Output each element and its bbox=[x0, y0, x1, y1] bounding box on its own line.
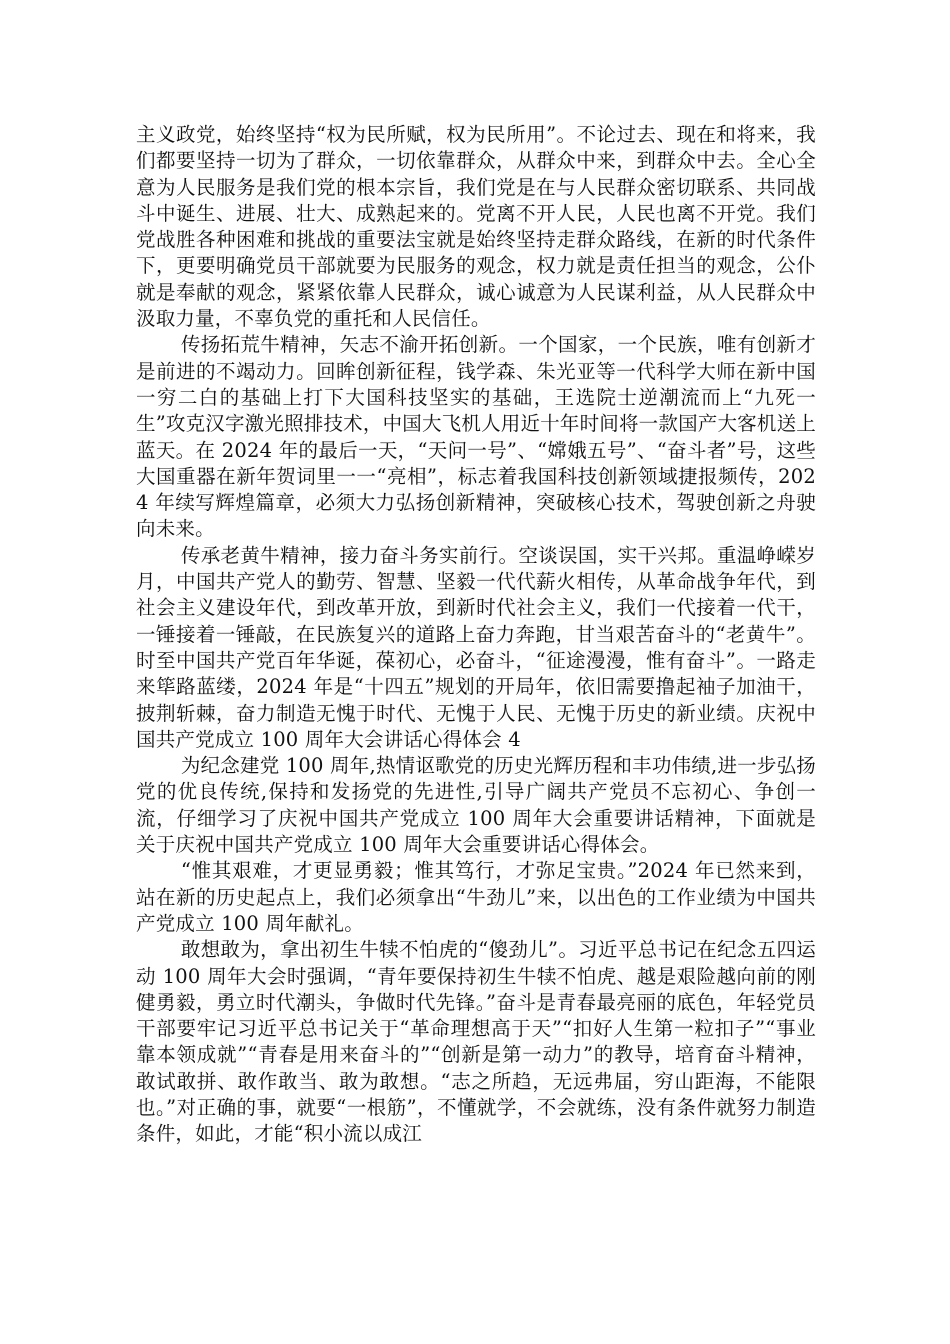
document-page bbox=[136, 122, 816, 1148]
paragraph-2: 传扬拓荒牛精神，矢志不渝开拓创新。一个国家，一个民族，唯有创新才是前进的不竭动力。回眸创新征程，钱学森、朱光亚等一代科学大师在新中国一穷二白的基础上打下大国科技坚实的基础，王选院士逆潮流而上“九死一生”攻克汉字激光照排技术，中国大飞机人用近十年时间将一款国产大客机送上蓝天。在 2024 年的最后一天，“天问一号”、“嫦娥五号”、“奋斗者”号，这些大国重器在新年贺词里一一“亮相”，标志着我国科技创新领域捷报频传，2024 年续写辉煌篇章，必须大力弘扬创新精神，突破核心技术，驾驶创新之舟驶向未来。 bbox=[136, 333, 816, 541]
paragraph-6: 敢想敢为，拿出初生牛犊不怕虎的“傻劲儿”。习近平总书记在纪念五四运动 100 周年大会时强调，“青年要保持初生牛犊不怕虎、越是艰险越向前的刚健勇毅，勇立时代潮头，争做时代先锋。”奋斗是青春最亮丽的底色，年轻党员干部要牢记习近平总书记关于“革命理想高于天”“扣好人生第一粒扣子”“事业靠本领成就”“青春是用来奋斗的”“创新是第一动力”的教导，培育奋斗精神，敢试敢拼、敢作敢当、敢为敢想。“志之所趋，无远弗届，穷山距海，不能限也。”对正确的事，就要“一根筋”，不懂就学，不会就练，没有条件就努力制造条件，如此，才能“积小流以成江 bbox=[136, 938, 816, 1146]
paragraph-4: 为纪念建党 100 周年,热情讴歌党的历史光辉历程和丰功伟绩,进一步弘扬党的优良传统,保持和发扬党的先进性,引导广阔共产党员不忘初心、争创一流，仔细学习了庆祝中国共产党成立 100 周年大会重要讲话精神，下面就是关于庆祝中国共产党成立 100 周年大会重要讲话心得体会。 bbox=[136, 754, 816, 857]
paragraph-1: 主义政党，始终坚持“权为民所赋，权为民所用”。不论过去、现在和将来，我们都要坚持一切为了群众，一切依靠群众，从群众中来，到群众中去。全心全意为人民服务是我们党的根本宗旨，我们党是在与人民群众密切联系、共同战斗中诞生、进展、壮大、成熟起来的。党离不开人民，人民也离不开党。我们党战胜各种困难和挑战的重要法宝就是始终坚持走群众路线，在新的时代条件下，更要明确党员干部就要为民服务的观念，权力就是责任担当的观念，公仆就是奉献的观念，紧紧依靠人民群众，诚心诚意为人民谋利益，从人民群众中汲取力量，不辜负党的重托和人民信任。 bbox=[136, 123, 816, 331]
paragraph-5: “惟其艰难，才更显勇毅；惟其笃行，才弥足宝贵。”2024 年已然来到，站在新的历史起点上，我们必须拿出“牛劲儿”来，以出色的工作业绩为中国共产党成立 100 周年献礼。 bbox=[136, 859, 816, 935]
paragraph-3: 传承老黄牛精神，接力奋斗务实前行。空谈误国，实干兴邦。重温峥嵘岁月，中国共产党人的勤劳、智慧、坚毅一代代薪火相传，从革命战争年代，到社会主义建设年代，到改革开放，到新时代社会主义，我们一代接着一代干，一锤接着一锤敲，在民族复兴的道路上奋力奔跑，甘当艰苦奋斗的“老黄牛”。时至中国共产党百年华诞，葆初心，必奋斗，“征途漫漫，惟有奋斗”。一路走来筚路蓝缕，2024 年是“十四五”规划的开局年，依旧需要撸起袖子加油干，披荆斩棘，奋力制造无愧于时代、无愧于人民、无愧于历史的新业绩。庆祝中国共产党成立 100 周年大会讲话心得体会 4 bbox=[136, 543, 816, 751]
